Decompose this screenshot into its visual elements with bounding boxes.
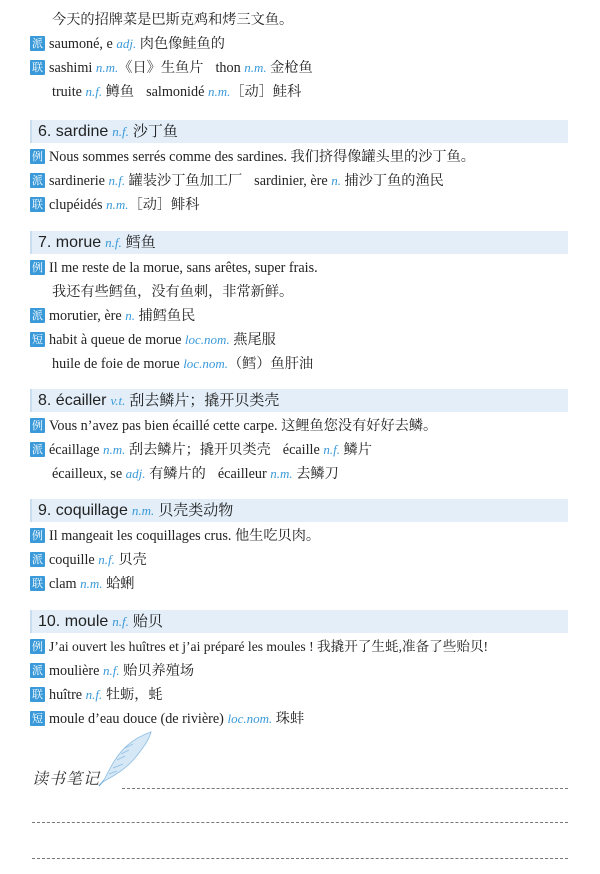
tag-derivative: 派 (32, 309, 43, 322)
example-sentence: J’ai ouvert les huîtres et j’ai préparé les moules ! (49, 639, 314, 654)
tag-phrase: 短 (32, 712, 43, 725)
part-of-speech: n.f. (102, 663, 120, 678)
entry-word: huître (49, 687, 86, 703)
headword: 7. morue (38, 234, 102, 251)
part-of-speech: n.f. (85, 84, 103, 99)
headword: 6. sardine (38, 123, 109, 140)
example-translation-row (30, 281, 575, 303)
example-translation: 我还有些鳕鱼，没有鱼刺，非常新鲜。 (52, 284, 294, 300)
entry-meaning: 鳞片 (339, 442, 372, 458)
derivative-row (30, 660, 575, 682)
entry-word: sashimi (49, 60, 96, 76)
part-of-speech: loc.nom. (227, 711, 273, 726)
example-row (30, 636, 575, 658)
entry-word: écaille (282, 442, 324, 458)
part-of-speech: n.m. (244, 60, 267, 75)
entry-word: écaillage (49, 442, 103, 458)
entry-heading-sardine (30, 120, 568, 143)
headword-meaning: 刮去鳞片；撬开贝类壳 (129, 393, 280, 409)
tag-phrase: 短 (32, 333, 43, 346)
derivative-row (30, 439, 575, 461)
related-row-continued (30, 81, 575, 103)
tag-related: 联 (32, 61, 43, 74)
part-of-speech: n.m. (270, 466, 293, 481)
entry-word: écailleur (217, 466, 271, 482)
entry-heading-ecailler (30, 389, 568, 412)
entry-word: écailleux, se (52, 466, 126, 482)
phrase-row-continued (30, 353, 575, 375)
tag-derivative: 派 (32, 174, 43, 187)
part-of-speech: n.f. (85, 687, 103, 702)
tag-example: 例 (32, 640, 43, 653)
entry-word: clam (49, 576, 81, 592)
part-of-speech: n. (331, 173, 341, 188)
entry-meaning: 有鳞片的 (145, 466, 206, 482)
part-of-speech: n.m. (102, 442, 126, 457)
tag-derivative: 派 (32, 664, 43, 677)
tag-example: 例 (32, 261, 43, 274)
tag-related: 联 (32, 688, 43, 701)
example-row (30, 525, 575, 547)
headword-meaning: 贝壳类动物 (158, 503, 234, 519)
entry-word: morutier, ère (49, 308, 126, 324)
related-row (30, 194, 575, 216)
entry-word: saumoné, e (49, 36, 117, 52)
derivative-row-continued (30, 463, 575, 485)
entry-meaning: 捕鳕鱼民 (135, 308, 196, 324)
part-of-speech: n.f. (323, 442, 340, 457)
example-sentence: Il me reste de la morue, sans arêtes, super frais. (49, 260, 318, 276)
entry-word: moulière (49, 663, 103, 679)
entry-meaning: ［动］鲱科 (128, 197, 200, 213)
entry-heading-coquillage (30, 499, 568, 522)
phrase-text: moule d’eau douce (de rivière) (49, 711, 228, 727)
example-translation: 他生吃贝肉。 (234, 528, 321, 544)
entry-meaning: 牡蛎，蚝 (102, 687, 163, 703)
tag-derivative: 派 (32, 37, 43, 50)
part-of-speech: loc.nom. (183, 356, 228, 371)
entry-meaning: 蛤蜊 (102, 576, 135, 592)
entry-meaning: ［动］鲑科 (230, 84, 302, 100)
tag-example: 例 (32, 529, 43, 542)
notes-line (32, 822, 568, 823)
headword: 10. moule (38, 613, 109, 630)
phrase-meaning: （鳕）鱼肝油 (227, 356, 314, 372)
phrase-text: huile de foie de morue (52, 356, 184, 372)
entry-word: salmonidé (146, 84, 208, 100)
part-of-speech: n.f. (112, 614, 129, 629)
entry-meaning: 鳟鱼 (102, 84, 135, 100)
part-of-speech: n.f. (112, 124, 129, 139)
entry-word: clupéidés (49, 197, 107, 213)
headword: 9. coquillage (38, 502, 128, 519)
headword-meaning: 鳕鱼 (125, 235, 156, 251)
entry-heading-moule (30, 610, 568, 633)
example-row (30, 415, 575, 437)
notes-line (122, 788, 568, 789)
notes-line (32, 858, 568, 859)
entry-meaning: 去鳞刀 (292, 466, 339, 482)
part-of-speech: n.f. (98, 552, 115, 567)
example-translation (30, 9, 575, 31)
part-of-speech: n.f. (105, 235, 122, 250)
entry-meaning: 肉色像鲑鱼的 (136, 36, 225, 52)
tag-derivative: 派 (32, 553, 43, 566)
part-of-speech: n.m. (106, 197, 129, 212)
example-translation: 我撬开了生蚝,准备了些贻贝! (317, 639, 489, 654)
part-of-speech: n.m. (80, 576, 103, 591)
example-row (30, 146, 575, 168)
phrase-text: habit à queue de morue (49, 332, 185, 348)
entry-word: coquille (49, 552, 99, 568)
headword-meaning: 沙丁鱼 (132, 124, 178, 140)
part-of-speech: n.m. (95, 60, 119, 75)
entry-heading-morue (30, 231, 568, 254)
entry-meaning: 刮去鳞片；撬开贝类壳 (125, 442, 271, 458)
phrase-row (30, 329, 575, 351)
example-sentence: Il mangeait les coquillages crus. (49, 528, 232, 544)
entry-word: thon (215, 60, 245, 76)
entry-word: sardinerie (49, 173, 109, 189)
feather-icon (95, 730, 155, 788)
entry-meaning: 贝壳 (114, 552, 147, 568)
related-row (30, 573, 575, 595)
tag-example: 例 (32, 150, 43, 163)
part-of-speech: v.t. (110, 393, 126, 408)
headword: 8. écailler (38, 392, 107, 409)
derivative-row (30, 305, 575, 327)
example-translation: 这鲤鱼您没有好好去鳞。 (281, 418, 438, 434)
example-translation: 我们挤得像罐头里的沙丁鱼。 (290, 149, 475, 165)
derivative-row (30, 170, 575, 192)
part-of-speech: loc.nom. (184, 332, 230, 347)
derivative-row (30, 549, 575, 571)
entry-meaning: 《日》生鱼片 (118, 60, 204, 76)
part-of-speech: n.f. (108, 173, 126, 188)
example-sentence: Nous sommes serrés comme des sardines. (49, 149, 287, 165)
part-of-speech: n.m. (207, 84, 231, 99)
derivative-row (30, 33, 575, 55)
tag-related: 联 (32, 577, 43, 590)
entry-meaning: 贻贝养殖场 (119, 663, 195, 679)
part-of-speech: n.m. (131, 503, 155, 518)
part-of-speech: n. (125, 308, 135, 323)
example-sentence: Vous n’avez pas bien écaillé cette carpe. (49, 418, 278, 434)
entry-word: truite (52, 84, 86, 100)
related-row (30, 57, 575, 79)
tag-derivative: 派 (32, 443, 43, 456)
entry-meaning: 金枪鱼 (266, 60, 313, 76)
entry-word: sardinier, ère (254, 173, 332, 189)
tag-example: 例 (32, 419, 43, 432)
reading-notes-label: 读书笔记 (32, 771, 101, 788)
part-of-speech: adj. (116, 36, 137, 51)
entry-meaning: 捕沙丁鱼的渔民 (340, 173, 444, 189)
phrase-row (30, 708, 575, 730)
phrase-meaning: 珠蚌 (272, 711, 305, 727)
related-row (30, 684, 575, 706)
headword-meaning: 贻贝 (132, 614, 163, 630)
part-of-speech: adj. (125, 466, 146, 481)
translation-text: 今天的招牌菜是巴斯克鸡和烤三文鱼。 (52, 12, 294, 28)
tag-related: 联 (32, 198, 43, 211)
example-row (30, 257, 575, 279)
phrase-meaning: 燕尾服 (229, 332, 276, 348)
entry-meaning: 罐装沙丁鱼加工厂 (125, 173, 243, 189)
